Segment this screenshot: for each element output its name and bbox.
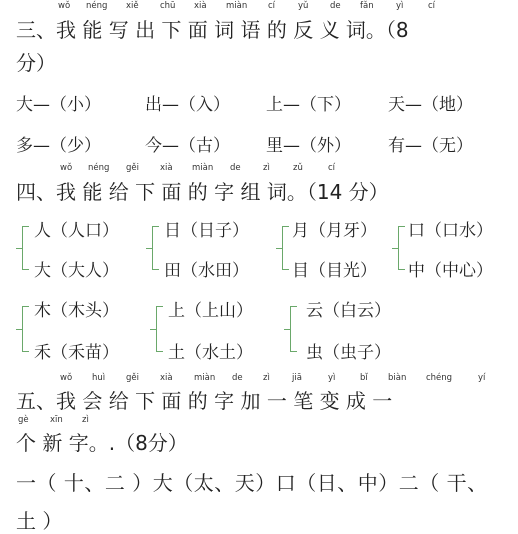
pinyin: yì xyxy=(328,373,336,383)
group-brace xyxy=(398,226,405,270)
pinyin: gěi xyxy=(126,373,139,383)
answer-line-cont: 土 ） xyxy=(16,509,63,533)
pinyin: de xyxy=(230,163,241,173)
word-group-bottom: 田（水田） xyxy=(164,261,249,281)
group-brace xyxy=(290,306,297,352)
word-group-bottom: 目（目光） xyxy=(292,261,377,281)
antonym-item: 上—（下） xyxy=(266,95,351,115)
pinyin: zǔ xyxy=(293,163,303,173)
section5-title-cont: 个 新 字。.（8分） xyxy=(16,431,188,455)
pinyin: miàn xyxy=(226,1,248,11)
pinyin: cí xyxy=(428,1,436,11)
word-group-top: 云（白云） xyxy=(306,301,391,321)
word-group-bottom: 虫（虫子） xyxy=(306,343,391,363)
pinyin: yì xyxy=(396,1,404,11)
pinyin: yí xyxy=(478,373,486,383)
antonym-item: 大—（小） xyxy=(16,95,101,115)
pinyin: wǒ xyxy=(60,163,73,173)
antonym-item: 里—（外） xyxy=(266,136,351,156)
word-group-bottom: 禾（禾苗） xyxy=(34,343,119,363)
pinyin: chéng xyxy=(426,373,453,383)
antonym-item: 多—（少） xyxy=(16,136,101,156)
pinyin: chū xyxy=(160,1,176,11)
group-brace xyxy=(152,226,159,270)
word-group-top: 木（木头） xyxy=(34,301,119,321)
pinyin: néng xyxy=(88,163,110,173)
antonym-item: 出—（入） xyxy=(145,95,230,115)
pinyin: wǒ xyxy=(60,373,73,383)
word-group-top: 上（上山） xyxy=(168,301,253,321)
pinyin: miàn xyxy=(192,163,214,173)
word-group-top: 日（日子） xyxy=(164,221,249,241)
pinyin: xià xyxy=(160,373,173,383)
pinyin: xīn xyxy=(50,415,63,425)
pinyin: zì xyxy=(263,373,270,383)
pinyin: gěi xyxy=(126,163,139,173)
pinyin: xiě xyxy=(126,1,139,11)
section3-title-cont: 分） xyxy=(16,51,56,75)
word-group-top: 口（口水） xyxy=(408,221,493,241)
pinyin: cí xyxy=(328,163,336,173)
pinyin: yǔ xyxy=(298,1,309,11)
section4-title: 四、我 能 给 下 面 的 字 组 词。（14 分） xyxy=(16,180,389,204)
pinyin: de xyxy=(330,1,341,11)
group-brace xyxy=(22,306,29,352)
pinyin: miàn xyxy=(194,373,216,383)
antonym-item: 今—（古） xyxy=(145,136,230,156)
pinyin: zì xyxy=(263,163,270,173)
answer-line: 一（ 十、二 ）大（太、天）口（日、中）二（ 干、 xyxy=(16,471,488,495)
pinyin: huì xyxy=(92,373,106,383)
pinyin: jiā xyxy=(292,373,302,383)
pinyin: cí xyxy=(268,1,276,11)
group-brace xyxy=(282,226,289,270)
pinyin: biàn xyxy=(388,373,407,383)
pinyin: wǒ xyxy=(58,1,71,11)
word-group-bottom: 中（中心） xyxy=(408,261,493,281)
pinyin: fǎn xyxy=(360,1,374,11)
section3-title: 三、我 能 写 出 下 面 词 语 的 反 义 词。（8 xyxy=(16,18,409,42)
word-group-bottom: 土（水土） xyxy=(168,343,253,363)
pinyin: de xyxy=(232,373,243,383)
group-brace xyxy=(156,306,163,352)
section5-title: 五、我 会 给 下 面 的 字 加 一 笔 变 成 一 xyxy=(16,389,393,413)
pinyin: gè xyxy=(18,415,29,425)
word-group-bottom: 大（大人） xyxy=(34,261,119,281)
pinyin: bǐ xyxy=(360,373,368,383)
antonym-item: 有—（无） xyxy=(388,136,473,156)
pinyin: néng xyxy=(86,1,108,11)
group-brace xyxy=(22,226,29,270)
pinyin: xià xyxy=(160,163,173,173)
word-group-top: 月（月牙） xyxy=(292,221,377,241)
antonym-item: 天—（地） xyxy=(388,95,473,115)
pinyin: zì xyxy=(82,415,89,425)
pinyin: xià xyxy=(194,1,207,11)
word-group-top: 人（人口） xyxy=(34,221,119,241)
